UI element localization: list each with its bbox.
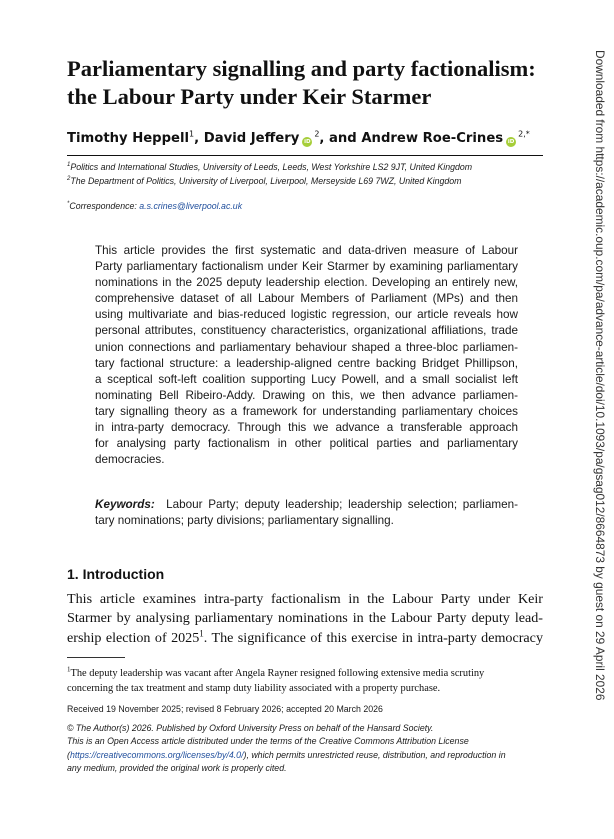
affiliation-text: The Department of Politics, University of Liverpool, Liverpool, Merseyside L69 7WZ, United Kingdom xyxy=(70,176,462,186)
abstract xyxy=(95,243,518,468)
body-line-start: ership election of 2025 xyxy=(67,629,200,646)
author-affiliation-marker: 2 xyxy=(314,129,320,139)
license-paren: ( xyxy=(67,749,70,760)
correspondence xyxy=(67,200,543,213)
footnote-marker: 1 xyxy=(67,665,71,674)
title-line: the Labour Party under Keir Starmer xyxy=(67,84,432,109)
abstract-line: tary factional structure: a leadership-aligned centre backing Bridget Phillipson, xyxy=(95,356,518,370)
footnote-text: The deputy leadership was vacant after Angela Rayner resigned following extensive media scrutiny xyxy=(70,668,485,679)
abstract-line: This article provides the first systematic and data-driven measure of Labour xyxy=(95,244,518,257)
abstract-line: nominating Bell Ribeiro-Addy. Drawing on this, we then advance parliamen- xyxy=(95,388,518,402)
affiliation xyxy=(67,161,543,174)
author-list xyxy=(67,129,530,148)
author-separator: , xyxy=(194,131,204,146)
body-line: Starmer by analysing parliamentary nominations in the Labour Party deputy lead- xyxy=(67,610,543,627)
download-watermark xyxy=(593,50,613,701)
orcid-icon[interactable]: iD xyxy=(304,139,311,145)
affiliation-marker: 2 xyxy=(67,176,71,183)
license-line: © The Author(s) 2026. Published by Oxford University Press on behalf of the Hansard Society. xyxy=(67,723,434,733)
body-line-end: . The significance of this exercise in intra-party democracy xyxy=(203,629,543,646)
abstract-line: in intra-party democracy. Through this we advance a transferable approach xyxy=(95,421,518,435)
keywords-line: tary nominations; party divisions; parliamentary signalling. xyxy=(95,514,394,528)
publication-dates: Received 19 November 2025; revised 8 February 2026; accepted 20 March 2026 xyxy=(67,704,383,714)
download-watermark-text: Downloaded from https://academic.oup.com/pa/advance-article/doi/10.1093/pa/gsag012/8664873 by guest on 29 April 2026 xyxy=(593,50,607,701)
footnote-divider xyxy=(67,657,125,658)
abstract-line: union connections and parliamentary behaviour shaped a three-bloc parliamen- xyxy=(95,340,518,354)
affiliation-marker: 1 xyxy=(67,162,71,169)
abstract-line: Party parliamentary factionalism under Keir Starmer by examining parliamentary xyxy=(95,260,518,274)
correspondence-marker: * xyxy=(67,201,70,208)
footnote xyxy=(67,667,543,696)
author-divider xyxy=(67,155,543,156)
title-line: Parliamentary signalling and party factionalism: xyxy=(67,56,536,81)
license-notice xyxy=(67,722,543,775)
body-line xyxy=(67,629,543,648)
abstract-line: a sceptical soft-left coalition supporting Lucy Powell, and a small socialist left xyxy=(95,372,518,386)
footnote-line: concerning the tax treatment and stamp duty liability associated with a property purchase. xyxy=(67,682,441,694)
correspondence-label: Correspondence: xyxy=(69,201,140,211)
abstract-line: democracies. xyxy=(95,453,165,467)
keywords-line xyxy=(95,497,518,513)
license-line: This is an Open Access article distributed under the terms of the Creative Commons Attribution License xyxy=(67,736,469,747)
abstract-line: tary signalling theory as a framework for understanding parliamentary choices xyxy=(95,404,518,418)
orcid-icon[interactable]: iD xyxy=(507,139,515,145)
license-url-link[interactable]: https://creativecommons.org/licenses/by/4.0/ xyxy=(69,749,244,760)
abstract-line: using multivariate and bias-reduced logistic regression, our article reveals how xyxy=(95,308,518,322)
license-line-rest: ), which permits unrestricted reuse, distribution, and reproduction in xyxy=(243,749,506,760)
correspondence-email-link[interactable]: a.s.crines@liverpool.ac.uk xyxy=(139,201,243,211)
article-title xyxy=(67,55,557,111)
author-affiliation-marker: 1 xyxy=(189,129,195,139)
author-name[interactable]: Timothy Heppell xyxy=(67,131,190,146)
body-line: This article examines intra-party factionalism in the Labour Party under Keir xyxy=(67,591,543,607)
affiliation xyxy=(67,175,543,188)
author-name[interactable]: Andrew Roe-Crines xyxy=(361,131,504,146)
abstract-line: for analysing party factionalism in other political parties and parliamentary xyxy=(95,437,518,451)
affiliation-text: Politics and International Studies, University of Leeds, Leeds, West Yorkshire LS2 9JT, United Kingdom xyxy=(70,162,473,172)
author-name[interactable]: David Jeffery xyxy=(203,131,300,146)
license-line xyxy=(67,749,543,762)
abstract-line: nominations in the 2025 deputy leadership election. Developing an entirely new, xyxy=(95,276,518,290)
license-line: any medium, provided the original work is properly cited. xyxy=(67,762,287,773)
footnote-line xyxy=(67,667,543,682)
keywords-label: Keywords: xyxy=(95,498,155,511)
introduction-text xyxy=(67,590,543,648)
keywords-text: Labour Party; deputy leadership; leadership selection; parliamen- xyxy=(166,498,519,511)
author-affiliation-marker: 2,* xyxy=(518,129,530,139)
footnote-ref-link[interactable]: 1 xyxy=(199,628,204,639)
keywords xyxy=(95,497,518,529)
section-heading: 1. Introduction xyxy=(67,566,165,582)
author-separator: , and xyxy=(319,131,362,146)
abstract-line: comprehensive dataset of all Labour Members of Parliament (MPs) and then xyxy=(95,292,518,306)
abstract-line: personal attributes, constituency characteristics, organizational affiliations, trade xyxy=(95,324,518,338)
